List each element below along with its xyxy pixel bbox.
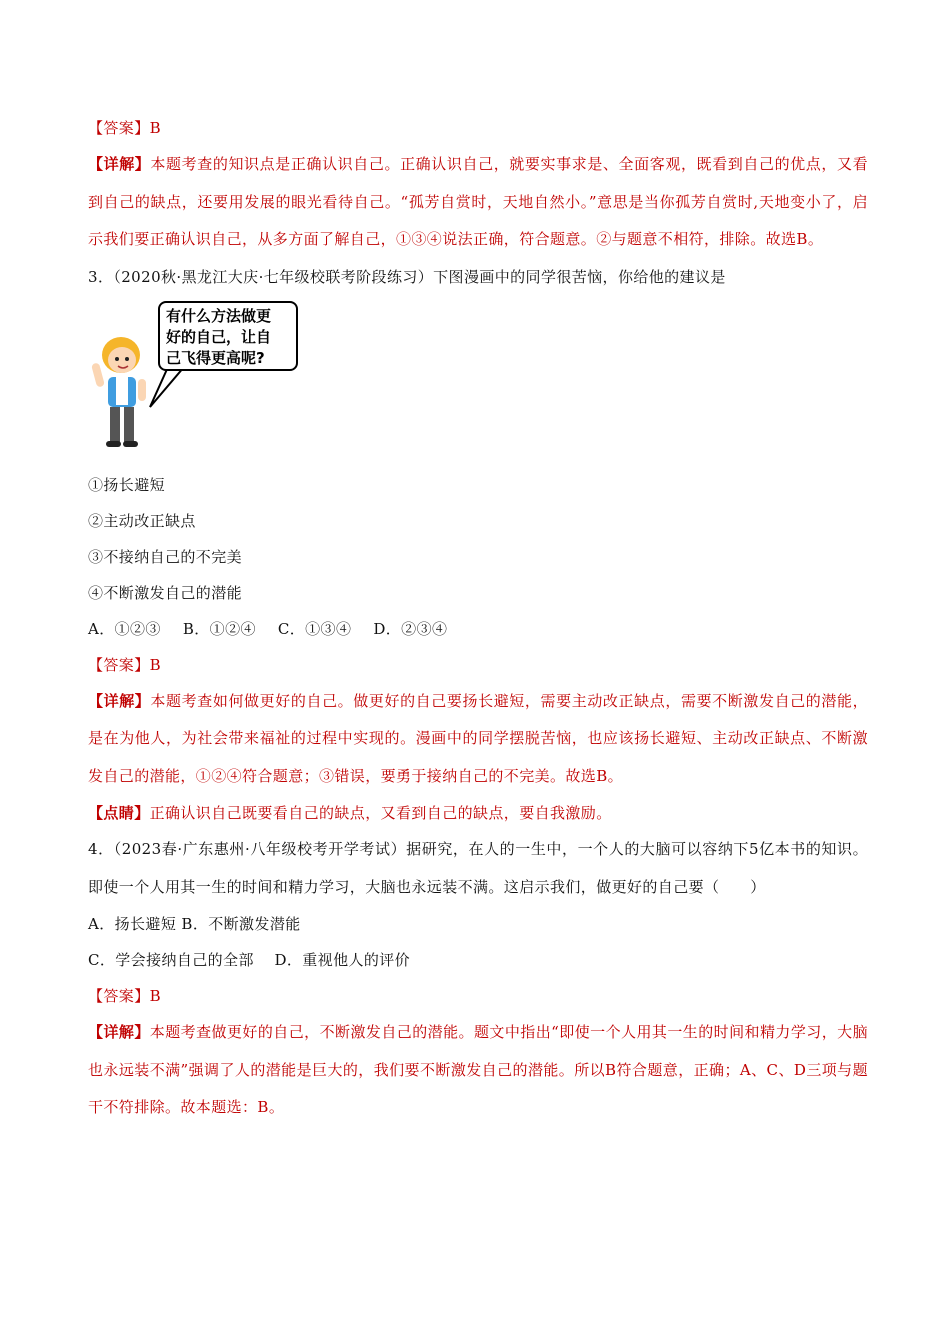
q2-detail — [88, 146, 868, 259]
q2-detail-tag: 【详解】 — [88, 155, 151, 173]
q3-option-c: C．①③④ — [277, 619, 352, 638]
q3-detail-text: 本题考查如何做更好的自己。做更好的自己要扬长避短，需要主动改正缺点，需要不断激发自己的潜能，是在为他人，为社会带来福祉的过程中实现的。漫画中的同学摆脱苦恼，也应该扬长避短、主动改正缺点、不断激发自己的潜能，①②④符合题意；③错误，要勇于接纳自己的不完美。故选B。 — [88, 691, 868, 785]
speech-bubble — [158, 301, 298, 371]
q3-item-1: ①扬长避短 — [88, 475, 166, 494]
q2-answer: 【答案】B — [88, 119, 162, 137]
q3-options — [88, 611, 868, 647]
q3-item-4: ④不断激发自己的潜能 — [88, 583, 243, 602]
q3-option-d: D．②③④ — [373, 619, 448, 638]
q3-option-a: A．①②③ — [88, 619, 161, 638]
q3-detail-tag: 【详解】 — [88, 691, 151, 710]
q4-answer: 【答案】B — [88, 987, 162, 1005]
q3-detail — [88, 683, 868, 796]
q2-detail-text: 本题考查的知识点是正确认识自己。正确认识自己，就要实事求是、全面客观，既看到自己的优点，又看到自己的缺点，还要用发展的眼光看待自己。“孤芳自赏时，天地自然小。”意思是当你孤芳自赏时,天地变小了，启示我们要正确认识自己，从多方面了解自己，①③④说法正确，符合题意。②与题意不相符，排除。故选B。 — [88, 155, 868, 248]
bubble-line-3: 己飞得更高呢? — [166, 348, 265, 367]
q3-answer: 【答案】B — [88, 655, 162, 674]
q3-option-b: B．①②④ — [182, 619, 256, 638]
cartoon-boy-icon — [88, 333, 154, 453]
document-page — [88, 110, 868, 1127]
q3-item-3: ③不接纳自己的不完美 — [88, 547, 243, 566]
q4-detail — [88, 1014, 868, 1127]
bubble-line-1: 有什么方法做更 — [166, 306, 272, 325]
q4-options-line-2: C．学会接纳自己的全部 D．重视他人的评价 — [88, 951, 411, 969]
q3-tip — [88, 795, 868, 831]
q3-question: 3．（2020秋·黑龙江大庆·七年级校联考阶段练习）下图漫画中的同学很苦恼，你给他的建议是 — [88, 267, 726, 286]
q3-tip-text: 正确认识自己既要看自己的缺点，又看到自己的缺点，要自我激励。 — [149, 804, 612, 822]
q3-tip-tag: 【点睛】 — [88, 804, 150, 822]
q3-item-2: ②主动改正缺点 — [88, 511, 196, 530]
q4-detail-tag: 【详解】 — [88, 1023, 150, 1041]
q4-detail-text: 本题考查做更好的自己，不断激发自己的潜能。题文中指出“即使一个人用其一生的时间和精力学习，大脑也永远装不满”强调了人的潜能是巨大的，我们要不断激发自己的潜能。所以B符合题意，正确；A、C、D三项与题干不符排除。故本题选：B。 — [88, 1023, 868, 1116]
q4-question: 4．（2023春·广东惠州·八年级校考开学考试）据研究，在人的一生中，一个人的大脑可以容纳下5亿本书的知识。即使一个人用其一生的时间和精力学习，大脑也永远装不满。这启示我们，做更好的自己要（ ） — [88, 840, 868, 896]
speech-tail-icon — [148, 365, 188, 409]
q4-options-line-1: A．扬长避短 B．不断激发潜能 — [88, 915, 301, 933]
bubble-line-2: 好的自己，让自 — [166, 327, 272, 346]
comic-image — [88, 295, 868, 467]
